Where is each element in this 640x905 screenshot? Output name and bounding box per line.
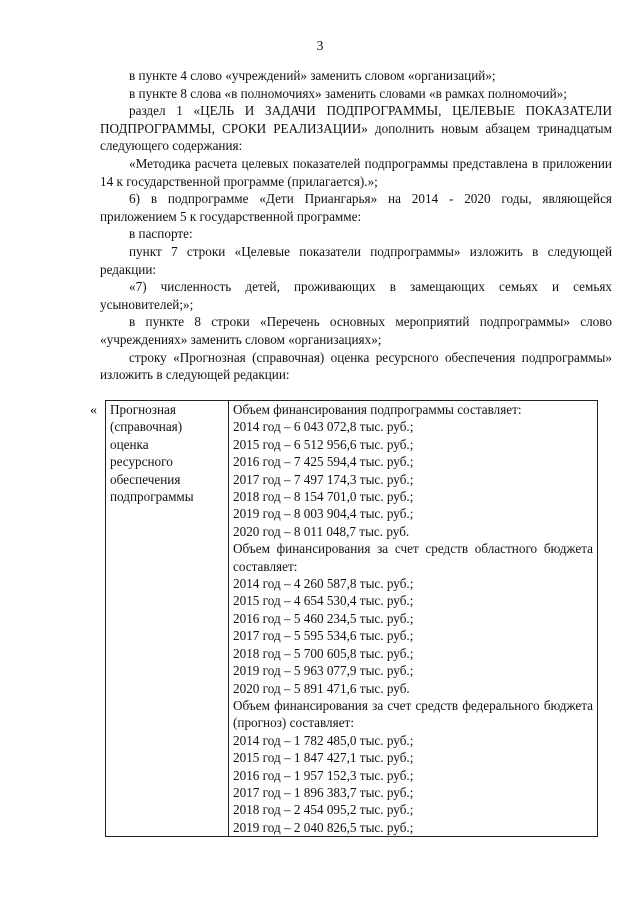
regional-line: 2017 год – 5 595 534,6 тыс. руб.; [233,628,414,644]
paragraph: «7) численность детей, проживающих в замещающих семьях и семьях усыновителей;»; [100,279,612,312]
passport-row-block [90,400,612,840]
regional-line: 2020 год – 5 891 471,6 тыс. руб. [233,680,410,696]
regional-line: 2018 год – 5 700 605,8 тыс. руб.; [233,645,414,661]
row-label-cell [106,401,229,837]
total-line: 2014 год – 6 043 072,8 тыс. руб.; [233,419,414,435]
regional-line: 2015 год – 4 654 530,4 тыс. руб.; [233,593,414,609]
total-line: 2016 год – 7 425 594,4 тыс. руб.; [233,454,414,470]
opening-quote: « [90,403,97,418]
federal-line: 2019 год – 2 040 826,5 тыс. руб.; [233,819,414,835]
label-line: ресурсного [110,454,173,470]
paragraph: пункт 7 строки «Целевые показатели подпрограммы» изложить в следующей редакции: [100,243,612,277]
label-line: (справочная) [110,419,183,435]
federal-line: 2017 год – 1 896 383,7 тыс. руб.; [233,784,414,800]
label-line: подпрограммы [110,489,194,505]
table-row [106,401,598,837]
paragraph: в пункте 4 слово «учреждений» заменить словом «организаций»; [129,68,496,83]
regional-heading: Объем финансирования за счет средств областного бюджета составляет: [233,541,593,574]
label-line: оценка [110,436,149,452]
regional-line: 2014 год – 4 260 587,8 тыс. руб.; [233,576,414,592]
total-heading: Объем финансирования подпрограммы составляет: [233,402,522,417]
paragraph: в пункте 8 слова «в полномочиях» заменить словами «в рамках полномочий»; [129,85,567,101]
paragraph: раздел 1 «ЦЕЛЬ И ЗАДАЧИ ПОДПРОГРАММЫ, ЦЕЛЕВЫЕ ПОКАЗАТЕЛИ ПОДПРОГРАММЫ, СРОКИ РЕАЛИЗАЦИИ» дополнить новым абзацем тринадцатым следующего содержания: [100,103,612,154]
total-line: 2018 год – 8 154 701,0 тыс. руб.; [233,489,414,505]
paragraph: в пункте 8 строки «Перечень основных мероприятий подпрограммы» слово «учреждениях» заменить словом «организациях»; [100,314,612,347]
paragraph: 6) в подпрограмме «Дети Приангарья» на 2014 - 2020 годы, являющейся приложением 5 к государственной программе: [100,191,612,224]
body-text [100,67,612,384]
total-line: 2019 год – 8 003 904,4 тыс. руб.; [233,506,414,522]
regional-line: 2016 год – 5 460 234,5 тыс. руб.; [233,610,414,626]
federal-line: 2015 год – 1 847 427,1 тыс. руб.; [233,750,414,766]
federal-heading: Объем финансирования за счет средств федерального бюджета (прогноз) составляет: [233,697,593,731]
paragraph: строку «Прогнозная (справочная) оценка ресурсного обеспечения подпрограммы» изложить в следующей редакции: [100,349,612,383]
total-line: 2015 год – 6 512 956,6 тыс. руб.; [233,436,414,452]
row-value-cell [229,401,598,837]
total-line: 2020 год – 8 011 048,7 тыс. руб. [233,523,410,539]
regional-line: 2019 год – 5 963 077,9 тыс. руб.; [233,663,414,679]
paragraph: «Методика расчета целевых показателей подпрограммы представлена в приложении 14 к государственной программе (прилагается).»; [100,155,612,189]
label-line: обеспечения [110,471,181,487]
federal-line: 2016 год – 1 957 152,3 тыс. руб.; [233,767,414,783]
label-line: Прогнозная [110,402,176,417]
federal-line: 2014 год – 1 782 485,0 тыс. руб.; [233,732,414,748]
paragraph: в паспорте: [129,226,193,242]
page-number: 3 [316,39,324,54]
passport-table [105,400,598,837]
total-line: 2017 год – 7 497 174,3 тыс. руб.; [233,471,414,487]
federal-line: 2018 год – 2 454 095,2 тыс. руб.; [233,802,414,818]
